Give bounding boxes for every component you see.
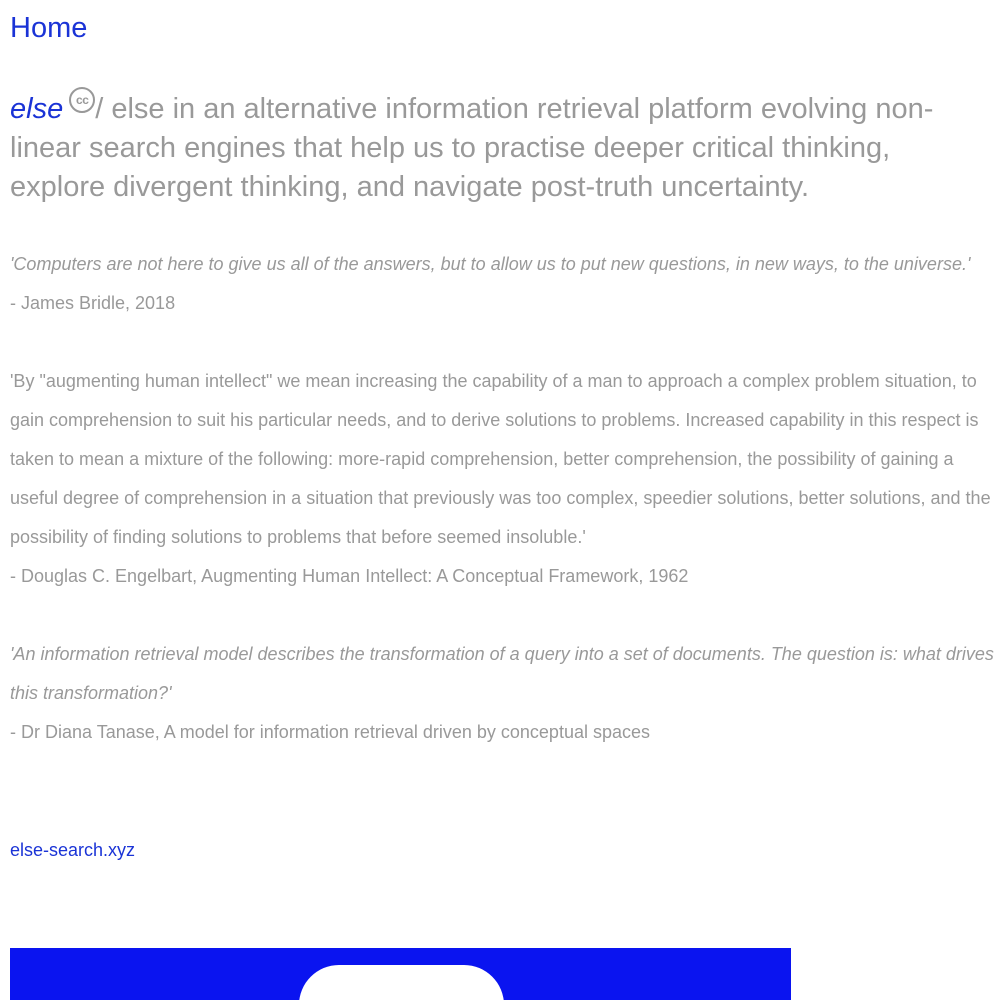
quote-attribution: - Douglas C. Engelbart, Augmenting Human Intellect: A Conceptual Framework, 1962 <box>10 566 689 586</box>
quote-bridle <box>10 245 1000 323</box>
quote-text: 'An information retrieval model describes the transformation of a query into a set of documents. The question is: what drives this transformation?' <box>10 644 994 703</box>
quotes-section <box>10 245 1000 791</box>
quote-attribution: - James Bridle, 2018 <box>10 293 176 313</box>
quote-text: 'Computers are not here to give us all of the answers, but to allow us to put new questions, in new ways, to the universe.' <box>10 254 971 274</box>
quote-tanase <box>10 635 1000 752</box>
quote-engelbart <box>10 362 1000 596</box>
quote-text: 'By "augmenting human intellect" we mean increasing the capability of a man to approach a complex problem situation, to gain comprehension to suit his particular needs, and to derive solutions to problems. Increased capability in this respect is taken to mean a mixture of the following: more-rapid comprehension, better comprehension, the possibility of gaining a useful degree of comprehension in a situation that previously was too complex, speedier solutions, better solutions, and the possibility of finding solutions to problems that before seemed insoluble.' <box>10 371 991 547</box>
site-link[interactable]: else-search.xyz <box>10 840 136 860</box>
home-link[interactable]: Home <box>10 12 88 44</box>
search-pill[interactable] <box>299 965 504 1000</box>
intro-text: / else in an alternative information retrieval platform evolving non-linear search engines that help us to practise deeper critical thinking, explore divergent thinking, and navigate post-truth uncertainty. <box>10 93 934 203</box>
brand-link[interactable]: else <box>10 93 64 125</box>
quote-attribution: - Dr Diana Tanase, A model for information retrieval driven by conceptual spaces <box>10 722 650 742</box>
intro-paragraph <box>10 87 990 207</box>
creative-commons-icon: cc <box>69 87 95 113</box>
search-panel <box>10 948 791 1000</box>
